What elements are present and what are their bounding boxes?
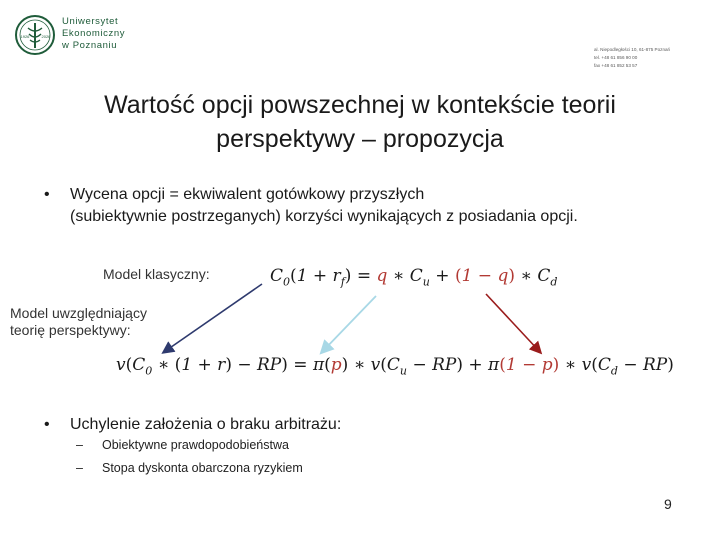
bullet-valuation-line1: Wycena opcji = ekwiwalent gotówkowy przyszłych [70,186,425,203]
logo-year-right: 2026 [41,34,51,39]
label-prospect-line2: teorię perspektywy: [10,322,131,338]
sub-item-risk-discount: Stopa dyskonta obarczona ryzykiem [102,461,303,475]
sub-item-objective-prob: Obiektywne prawdopodobieństwa [102,438,289,452]
arrow-1-q-to-pi-1-p [486,294,540,352]
bullet-arbitrage: Uchylenie założenia o braku arbitrażu: [70,416,342,433]
slide-title-line2: perspektywy – propozycja [216,125,504,153]
slide-title-line1: Wartość opcji powszechnej w kontekście teorii [104,91,616,119]
bullet-valuation-line2: (subiektywnie postrzeganych) korzyści wynikających z posiadania opcji. [70,208,578,225]
bullet-marker: • [44,186,50,203]
page-number: 9 [664,496,672,512]
sub-dash: – [76,461,83,475]
university-name-line: w Poznaniu [62,40,118,51]
contact-line: al. Niepodległości 10, 61-875 Poznań [594,47,671,52]
arrow-classic-to-prospect-left [164,284,262,352]
label-prospect-line1: Model uwzględniający [10,305,147,321]
label-classic-model: Model klasyczny: [103,266,210,282]
formula-classic: $C_0(1 + r_f) = q$ ∗ $C_u + (1 - q)$ ∗ $C_d$ [270,266,558,289]
contact-line: fax +48 61 852 53 57 [594,63,638,68]
formula-prospect: $v(C_0$ ∗ (1 + r) − RP) = π(p) ∗ $v(C_u - RP) + \pi(1 - p)$ ∗ $v(C_d - RP)$ [116,355,674,378]
contact-line: tel. +48 61 856 90 00 [594,55,638,60]
arrow-q-to-pi-p [322,296,376,352]
sub-dash: – [76,438,83,452]
university-name-line: Uniwersytet [62,16,119,27]
university-name-line: Ekonomiczny [62,28,126,39]
logo-year-left: 1926 [20,34,30,39]
bullet-marker: • [44,416,50,433]
